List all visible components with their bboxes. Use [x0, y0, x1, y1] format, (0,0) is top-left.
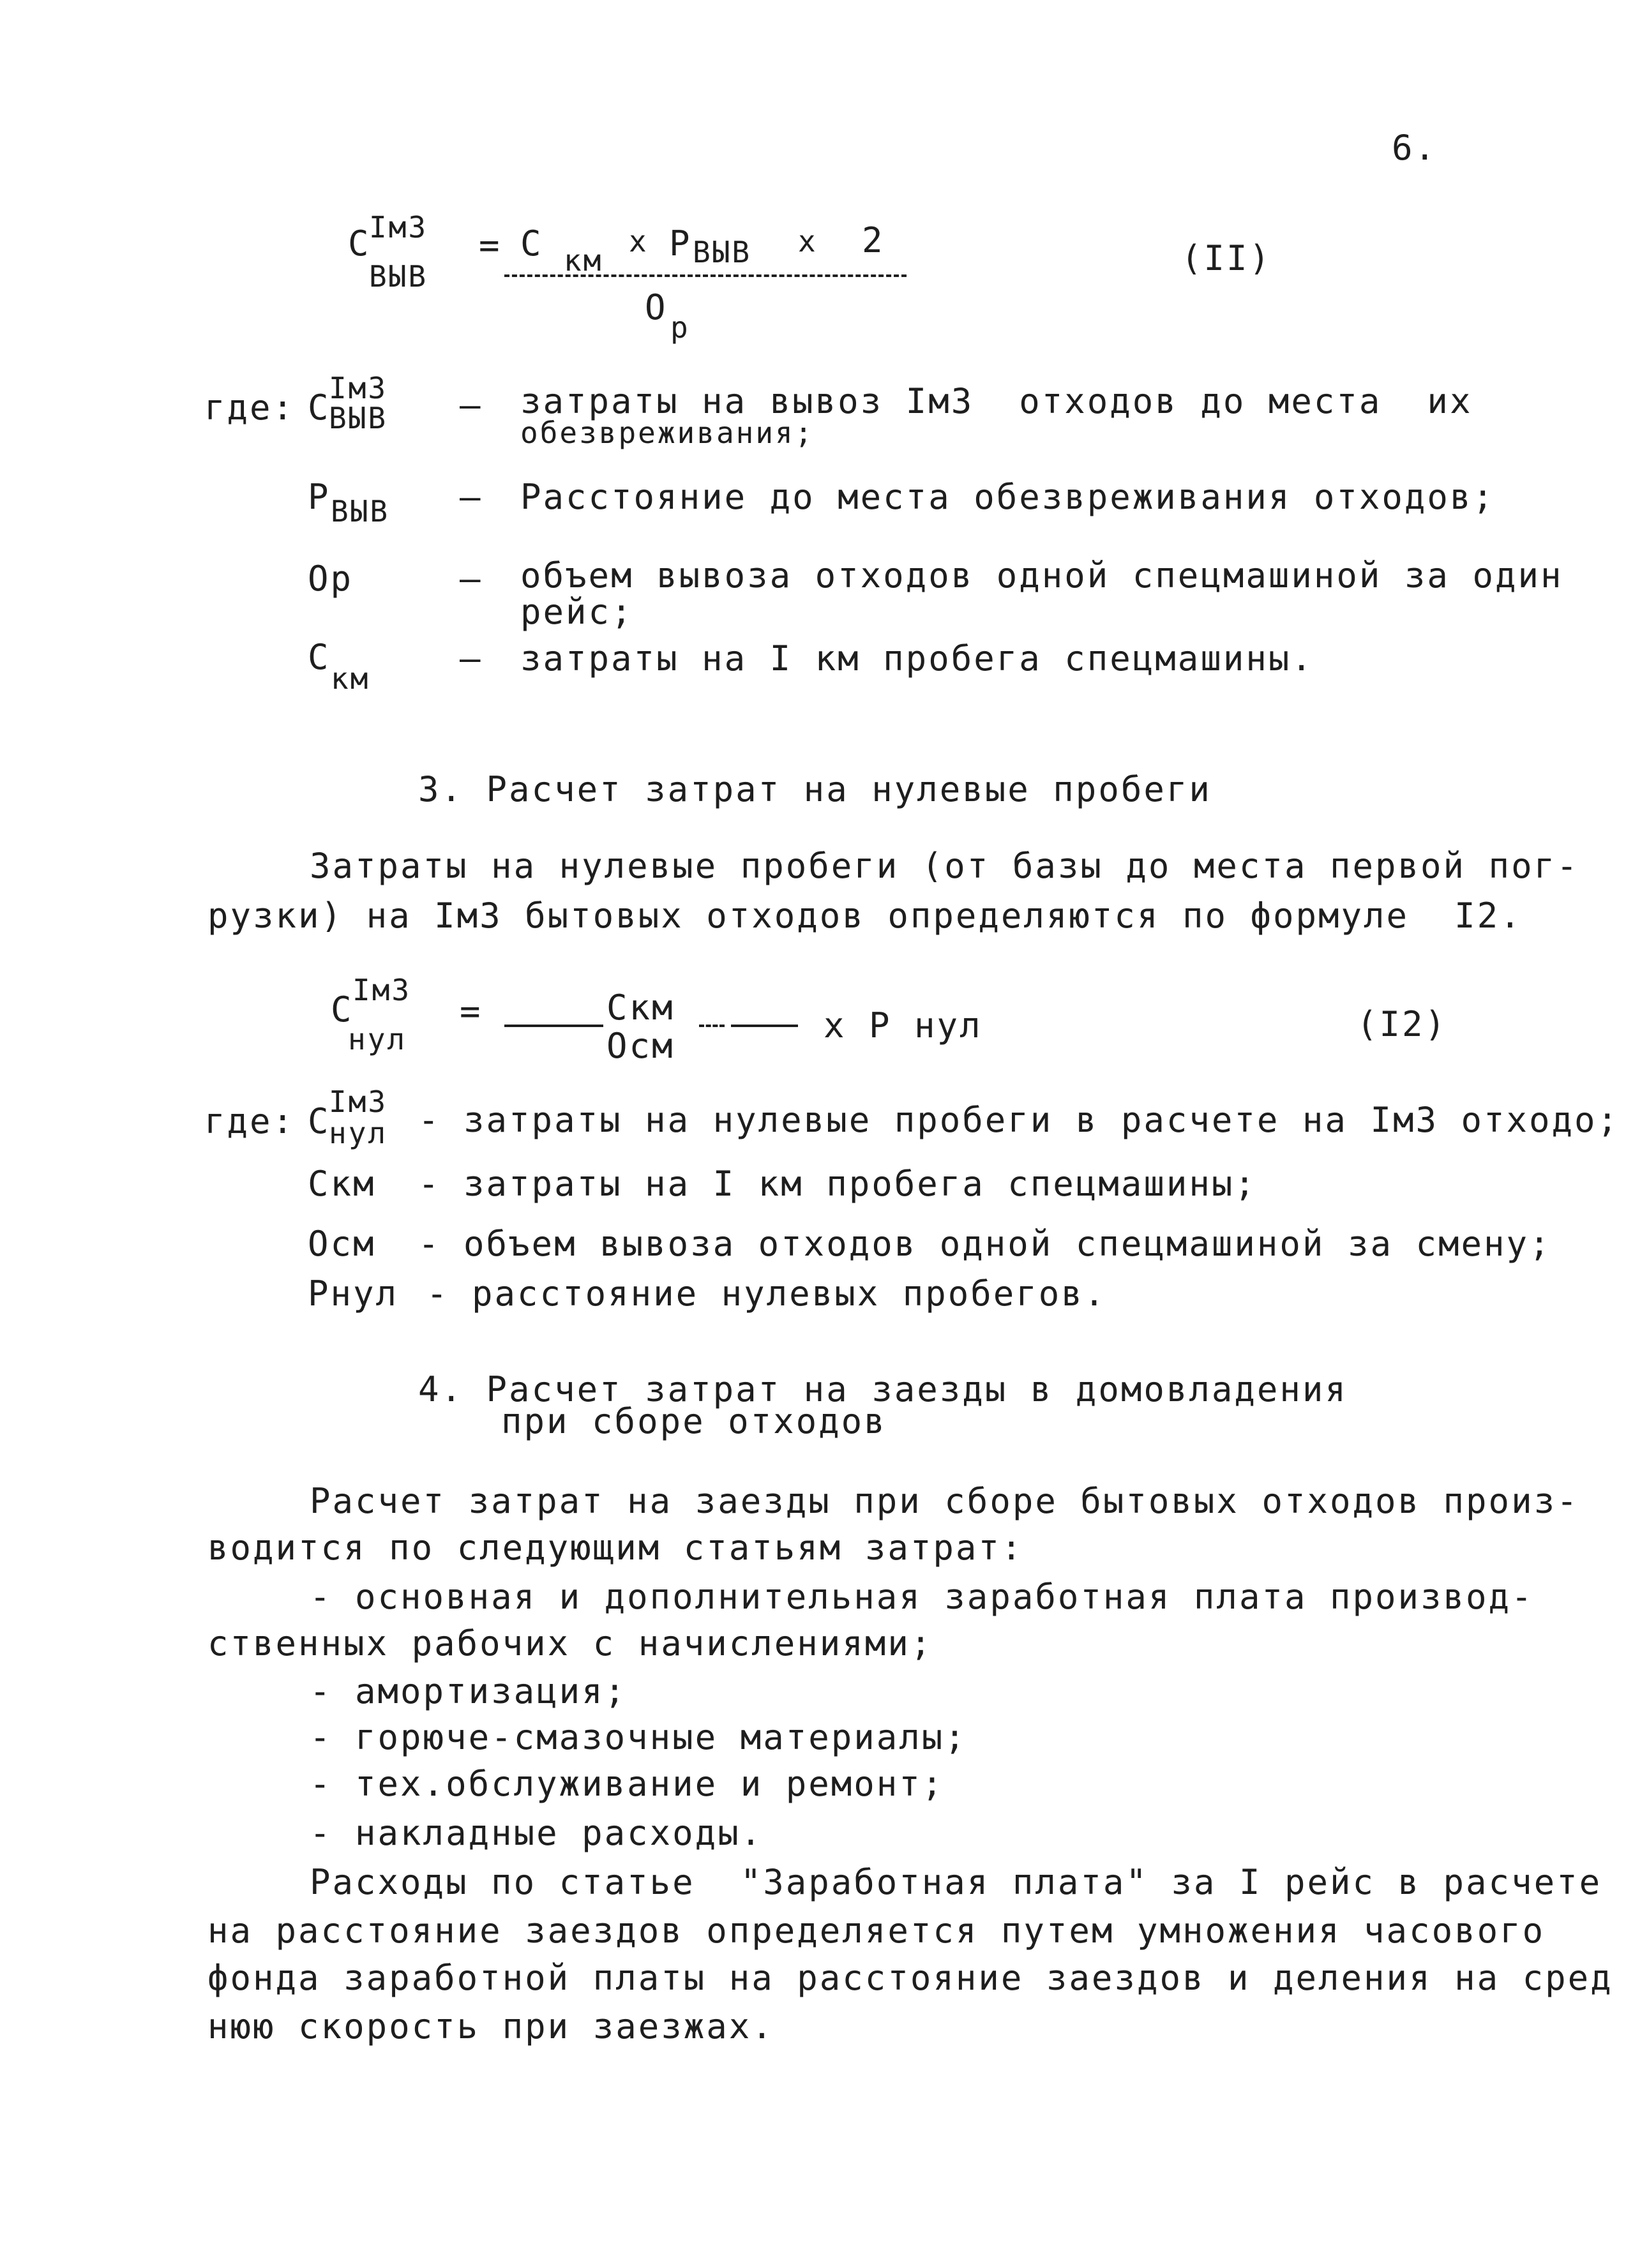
section-4-paragraph-line: Расходы по статье "Заработная плата" за I рейс в расчете — [310, 1862, 1602, 1902]
def-text: затраты на I км пробега спецмашины. — [520, 638, 1314, 679]
def-text: затраты на вывоз Iм3 отходов до места их — [520, 381, 1473, 421]
def-symbol-main: C — [308, 637, 331, 677]
formula-11-den-sub: p — [670, 310, 690, 345]
def-text: рейс; — [520, 592, 634, 632]
formula-11-lhs-sup: Iм3 — [369, 210, 428, 244]
list-item: - накладные расходы. — [310, 1813, 764, 1853]
section-4-paragraph-line: на расстояние заездов определяется путем умножения часового — [207, 1911, 1546, 1951]
section-4-heading: при сборе отходов — [501, 1401, 887, 1441]
list-item: - основная и дополнительная заработная плата производ- — [310, 1577, 1534, 1617]
formula-12-rest: x P нул — [824, 1005, 982, 1046]
formula-11-c-sub: км — [564, 243, 603, 278]
formula-12-equals: = — [460, 991, 483, 1032]
formula-11-p-sub: ВЫВ — [693, 235, 752, 269]
formula-11-number: (II) — [1181, 238, 1272, 278]
list-item: ственных рабочих с начислениями; — [207, 1623, 933, 1663]
formula-12-fraction-line — [699, 1025, 725, 1027]
def-text: - затраты на нулевые пробеги в расчете на Iм3 отходо; — [418, 1100, 1620, 1140]
def-text: объем вывоза отходов одной спецмашиной за один — [520, 555, 1563, 596]
list-item: - тех.обслуживание и ремонт; — [310, 1764, 945, 1804]
section-4-paragraph-line: водится по следующим статьям затрат: — [207, 1528, 1024, 1568]
def-symbol-sub: нул — [329, 1116, 388, 1150]
formula-11-fraction-line — [504, 274, 907, 277]
def-text: - расстояние нулевых пробегов. — [426, 1273, 1107, 1314]
formula-11-lhs-main: C — [348, 223, 371, 264]
def-dash: – — [460, 477, 483, 517]
def-symbol: Осм — [308, 1224, 376, 1264]
def-symbol-sub: км — [331, 661, 370, 696]
section-4-heading: 4. Расчет затрат на заезды в домовладения — [418, 1369, 1348, 1409]
section-3-heading: 3. Расчет затрат на нулевые пробеги — [418, 769, 1212, 809]
formula-11-x1: x — [629, 224, 649, 259]
formula-12-fraction-line — [731, 1025, 798, 1027]
formula-11-two: 2 — [862, 220, 885, 260]
formula-11-x2: x — [798, 224, 818, 259]
formula-12-lhs-sub: нул — [348, 1022, 407, 1056]
def-symbol-sub: ВЫВ — [331, 494, 390, 529]
formula-11-p: P — [669, 223, 692, 264]
formula-11-equals: = — [479, 225, 502, 266]
formula-11-lhs-sub: ВЫВ — [369, 259, 428, 294]
def-text: - затраты на I км пробега спецмашины; — [418, 1164, 1257, 1204]
def-dash: – — [460, 638, 483, 679]
def-symbol-sup: Iм3 — [329, 371, 388, 405]
def-text: - объем вывоза отходов одной спецмашиной за смену; — [418, 1224, 1552, 1264]
section-4-paragraph-line: Расчет затрат на заезды при сборе бытовых отходов произ- — [310, 1481, 1579, 1521]
formula-12-lhs-main: C — [331, 989, 354, 1030]
def-symbol-sub: ВЫВ — [329, 401, 388, 435]
def-symbol-sup: Iм3 — [329, 1085, 388, 1119]
page-number: 6. — [1392, 128, 1438, 168]
formula-11-den-main: O — [645, 287, 668, 327]
formula-12-fraction-line — [504, 1025, 603, 1027]
list-item: - горюче-смазочные материалы; — [310, 1717, 967, 1757]
formula-11-c: C — [520, 223, 543, 264]
section-3-paragraph-line: Затраты на нулевые пробеги (от базы до места первой пог- — [310, 846, 1579, 886]
def-symbol-main: C — [308, 1101, 331, 1141]
formula-12-numerator: Скм — [606, 988, 675, 1028]
formula-12-number: (I2) — [1357, 1004, 1448, 1044]
def-symbol: Oр — [308, 559, 354, 599]
section-4-paragraph-line: фонда заработной платы на расстояние заездов и деления на сред — [207, 1958, 1613, 1998]
def-text: обезвреживания; — [520, 416, 815, 450]
list-item: - амортизация; — [310, 1671, 628, 1711]
formula-12-lhs-sup: Iм3 — [352, 973, 412, 1007]
section-3-paragraph-line: рузки) на Iм3 бытовых отходов определяются по формуле I2. — [207, 896, 1523, 936]
where-label: где: — [204, 1101, 296, 1141]
section-4-paragraph-line: нюю скорость при заезжах. — [207, 2006, 774, 2046]
def-text: Расстояние до места обезвреживания отходов; — [520, 477, 1495, 517]
def-dash: – — [460, 385, 483, 425]
def-symbol-main: C — [308, 387, 331, 428]
def-symbol: Рнул — [308, 1273, 399, 1314]
formula-12-denominator: Осм — [606, 1026, 675, 1066]
def-symbol-main: P — [308, 477, 331, 517]
where-label: где: — [204, 387, 296, 428]
def-symbol: Скм — [308, 1164, 376, 1204]
def-dash: – — [460, 559, 483, 599]
